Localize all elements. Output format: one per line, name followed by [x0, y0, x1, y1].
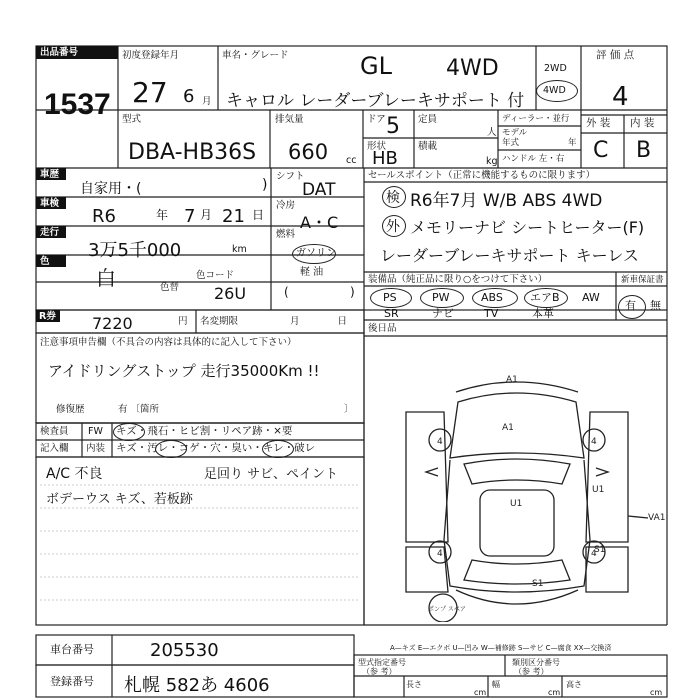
diagram-label-trunk: S1: [532, 579, 544, 589]
exterior-grade: C: [593, 138, 609, 163]
history-label: 車歴: [40, 169, 60, 180]
equip-aircon: エアB: [530, 291, 560, 304]
lot-number: 1537: [44, 88, 111, 121]
fuel-label: 燃料: [276, 229, 296, 240]
interior-smell-circle: [262, 440, 294, 458]
history-close: ): [262, 177, 268, 193]
exterior-label: 外 装: [586, 117, 611, 129]
selling-tag1: 検: [386, 190, 400, 206]
person-unit: 人: [487, 127, 497, 138]
equip-ps: PS: [383, 291, 397, 304]
dealer-label: ディーラー・並行: [502, 114, 570, 124]
interior-label: 内 装: [630, 117, 655, 129]
recycle-label: R券: [39, 311, 56, 322]
year-unit: 年: [568, 138, 577, 148]
inspection-month: 7: [184, 206, 196, 227]
spare-label: ポンプ スペア: [428, 606, 466, 613]
interior-items: キズ・汚レ・コゲ・穴・臭い・キレ・破レ: [116, 442, 316, 454]
warranty-yes: 有: [625, 299, 636, 312]
car-name: キャロル レーダーブレーキサポート 付: [226, 91, 525, 111]
notes-label: 注意事項申告欄（不具合の内容は具体的に記入して下さい）: [40, 337, 297, 348]
interior-grade: B: [636, 138, 652, 163]
diagram-label-right-side: U1: [592, 485, 605, 495]
repair-close: 〕: [344, 404, 354, 415]
chassis-label: 車台番号: [50, 643, 94, 656]
check-label-2: 記入欄: [40, 443, 69, 454]
comment-2: ボデーウス キズ、若板跡: [46, 492, 193, 507]
diagram-label-right-edge: VA1: [648, 513, 666, 523]
height-unit: cm: [650, 688, 663, 697]
color-code: 26U: [214, 284, 247, 303]
notes-text: アイドリングストップ 走行35000Km !!: [48, 362, 320, 380]
model-label: 型式: [122, 114, 142, 125]
equip-abs: ABS: [481, 291, 503, 304]
category-label: 類別区分番号: [512, 658, 560, 667]
length-label: 長さ: [406, 680, 422, 689]
color-code-label: 色コード: [196, 270, 235, 281]
km-unit: km: [232, 244, 247, 255]
model-year-label-2: 年式: [502, 138, 520, 148]
shape: HB: [372, 148, 398, 169]
kg-unit: kg: [486, 156, 498, 167]
damage-legend: A—キズ E—エクボ U—凹み W—補修跡 S—サビ C—腐食 XX—交換済: [390, 644, 612, 652]
repair-label: 修復歴: [56, 404, 85, 415]
model-year-label: モデル: [502, 128, 528, 138]
equip-aw: AW: [582, 291, 600, 304]
length-unit: cm: [474, 688, 487, 697]
color-change-label: 色替: [160, 282, 180, 293]
cc-unit: cc: [346, 155, 357, 166]
ac: A・C: [300, 213, 339, 232]
inspection-day: 21: [222, 206, 245, 227]
color: 白: [96, 266, 116, 290]
interior-dirt-circle: [155, 440, 187, 458]
fuel-gasoline: ガソリン: [296, 248, 336, 259]
equip-leather: 本革: [532, 307, 554, 320]
model-cert-label: 型式指定番号: [358, 658, 406, 667]
first-registration-year: 27: [132, 76, 168, 109]
mileage: 3万5千000: [88, 240, 182, 261]
inspection-month-unit: 月: [200, 208, 213, 222]
car-name-label: 車名・グレード: [222, 50, 289, 61]
tyre-rear-right: 4: [591, 549, 597, 559]
displacement-label: 排気量: [275, 114, 304, 125]
diagram-label-hood: A1: [502, 423, 514, 433]
diagram-label-top: A1: [506, 375, 518, 385]
doors-label: ドア: [367, 114, 386, 125]
interior-row-label: 内装: [86, 443, 106, 454]
fw-label: FW: [88, 426, 103, 437]
repair-value: 有 〔箇所: [118, 404, 160, 415]
equip-navi: ナビ: [432, 307, 454, 320]
load-label: 積載: [418, 141, 438, 152]
recycle-amount: 7220: [92, 314, 133, 333]
fw-scratch-circle: [113, 423, 145, 441]
first-registration-month: 6: [183, 86, 195, 107]
comment-1: A/C 不良: [46, 466, 103, 482]
name-change-label: 名変期限: [200, 316, 239, 327]
doors: 5: [386, 114, 400, 139]
model: DBA-HB36S: [128, 140, 257, 165]
selling-tag2: 外: [386, 219, 400, 235]
lot-number-label: 出品番号: [40, 47, 79, 58]
car-damage-diagram: [366, 372, 666, 622]
score-label: 評 価 点: [596, 49, 635, 61]
shift-label: シフト: [276, 171, 305, 182]
inspection-era: R6: [92, 206, 116, 227]
equipment-label: 装備品（純正品に限り○をつけて下さい）: [368, 274, 548, 285]
equip-pw: PW: [432, 291, 450, 304]
fw-items: キズ・飛石・ヒビ割・リペア跡・×要: [116, 425, 293, 437]
category-ref: （参 考）: [514, 667, 549, 676]
grade: GL: [360, 52, 392, 80]
width-unit: cm: [548, 688, 561, 697]
handle-label: ハンドル 左・右: [502, 154, 565, 164]
color-label: 色: [40, 256, 50, 267]
height-label: 高さ: [566, 680, 582, 689]
equip-tv: TV: [484, 307, 499, 320]
equip-sr: SR: [384, 307, 399, 320]
shape-label: 形状: [367, 141, 387, 152]
new-warranty-label: 新車保証書: [621, 275, 664, 285]
inspection-day-unit: 日: [252, 208, 265, 222]
fuel-diesel: 軽 油: [300, 267, 324, 278]
diagram-label-roof: U1: [510, 499, 523, 509]
mileage-label: 走行: [40, 227, 60, 238]
first-registration-label: 初度登録年月: [122, 50, 180, 61]
drive-4wd: 4WD: [543, 85, 566, 96]
tyre-rear-left: 4: [437, 549, 443, 559]
check-label-1: 検査員: [40, 426, 69, 437]
warranty-no: 無: [650, 299, 661, 312]
width-label: 幅: [492, 680, 500, 689]
drive-2wd: 2WD: [544, 63, 567, 74]
plate-label: 登録番号: [50, 675, 94, 688]
selling-line-3: レーダーブレーキサポート キーレス: [380, 246, 639, 265]
drive-handwritten: 4WD: [446, 56, 499, 81]
shift: DAT: [302, 180, 336, 200]
score: 4: [612, 82, 629, 112]
plate-number: 札幌 582あ 4606: [124, 675, 270, 696]
selling-line-2: メモリーナビ シートヒーター(F): [410, 218, 645, 237]
inspection-year-unit: 年: [156, 208, 169, 222]
name-change-units: 月 日: [290, 316, 348, 327]
selling-points-label: セールスポイント（正常に機能するものに限ります）: [368, 170, 596, 181]
history: 自家用・(: [80, 181, 142, 197]
displacement: 660: [288, 140, 329, 164]
yen-unit: 円: [178, 316, 188, 327]
tyre-front-left: 4: [437, 437, 443, 447]
rear-seat-label: 後日品: [368, 323, 397, 334]
ac-label: 冷房: [276, 200, 296, 211]
fuel-paren-close: ): [350, 285, 355, 299]
fuel-paren-open: (: [284, 285, 289, 299]
chassis-number: 205530: [150, 640, 219, 661]
comment-3: 足回り サビ、ペイント: [204, 467, 339, 482]
tyre-front-right: 4: [591, 437, 597, 447]
selling-line-1: R6年7月 W/B ABS 4WD: [410, 191, 603, 211]
capacity-label: 定員: [418, 114, 438, 125]
model-cert-ref: （参 考）: [362, 667, 397, 676]
diagram-label-rear-right: S1: [594, 545, 606, 555]
inspection-label: 車検: [40, 198, 60, 209]
month-unit: 月: [202, 96, 212, 107]
